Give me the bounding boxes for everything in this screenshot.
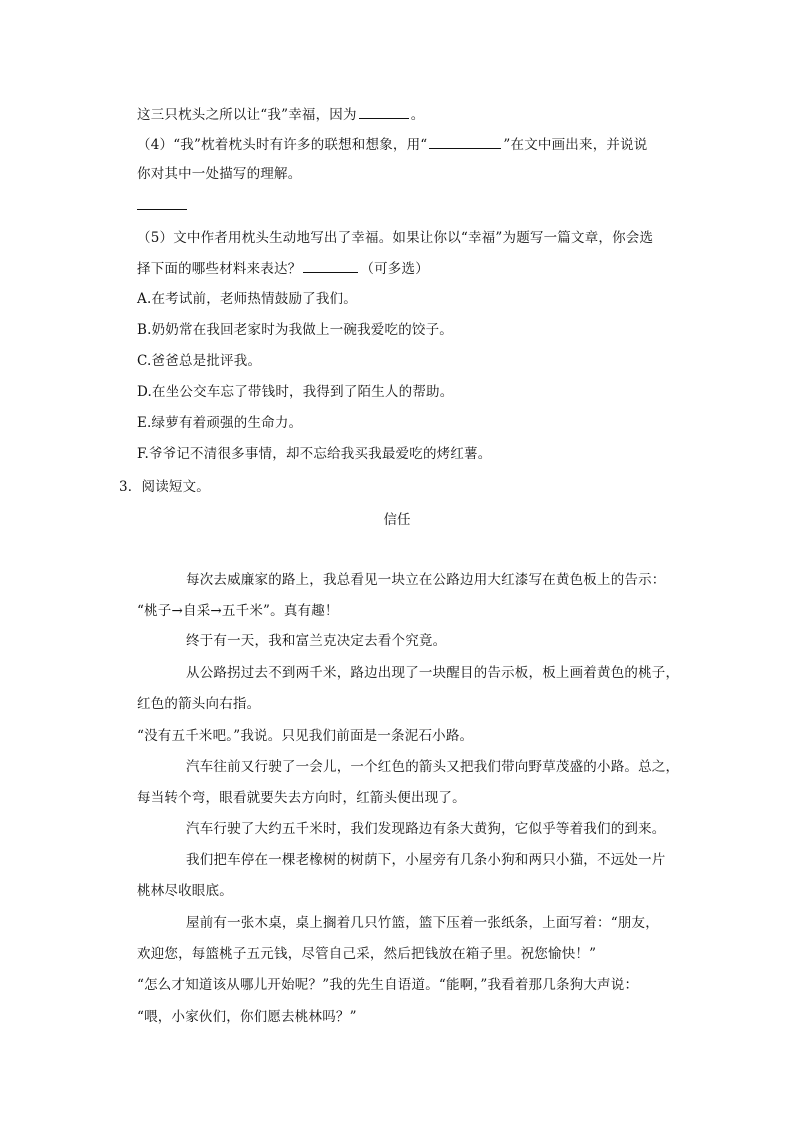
option-b: B.奶奶常在我回老家时为我做上一碗我爱吃的饺子。 bbox=[137, 322, 454, 338]
passage-line: 从公路拐过去不到两千米，路边出现了一块醒目的告示板，板上画着黄色的桃子， bbox=[186, 665, 680, 681]
passage-line: 汽车往前又行驶了一会儿，一个红色的箭头又把我们带向野草茂盛的小路。总之， bbox=[186, 759, 680, 775]
passage-line: “桃子→自采→五千米”。真有趣！ bbox=[137, 603, 339, 619]
passage-line: 桃林尽收眼底。 bbox=[137, 883, 233, 899]
passage-line: 汽车行驶了大约五千米时，我们发现路边有条大黄狗，它似乎等着我们的到来。 bbox=[186, 821, 666, 837]
answer-blank bbox=[303, 258, 358, 273]
underline-mark-sample bbox=[429, 134, 501, 149]
passage-title: 信任 bbox=[383, 512, 411, 528]
question-text: 这三只枕头之所以让“我”幸福，因为 bbox=[137, 107, 357, 123]
passage-line: 每当转个弯，眼看就要失去方向时，红箭头便出现了。 bbox=[137, 790, 466, 806]
question-continuation-line bbox=[137, 104, 697, 125]
passage-line: 终于有一天，我和富兰克决定去看个究竟。 bbox=[186, 633, 447, 649]
answer-blank bbox=[359, 104, 409, 119]
passage-line: “怎么才知道该从哪儿开始呢？”我的先生自语道。“能啊，”我看着那几条狗大声说： bbox=[137, 977, 639, 993]
q4-answer-blank-line bbox=[137, 195, 697, 216]
passage-line: 屋前有一张木桌，桌上搁着几只竹篮，篮下压着一张纸条，上面写着：“朋友， bbox=[186, 915, 659, 931]
passage-line: 红色的箭头向右指。 bbox=[137, 696, 261, 712]
question-3-number: 3．阅读短文。 bbox=[119, 479, 210, 495]
answer-blank bbox=[137, 195, 187, 210]
q4-line-1: （4）“我”枕着枕头时有许多的联想和想象，用“ ”在文中画出来，并说说 bbox=[137, 134, 697, 155]
passage-line: 每次去威廉家的路上，我总看见一块立在公路边用大红漆写在黄色板上的告示： bbox=[186, 572, 666, 588]
passage-line: “没有五千米吧。”我说。只见我们前面是一条泥石小路。 bbox=[137, 728, 474, 744]
passage-line: 我们把车停在一棵老橡树的树荫下，小屋旁有几条小狗和两只小猫，不远处一片 bbox=[186, 852, 666, 868]
option-d: D.在坐公交车忘了带钱时，我得到了陌生人的帮助。 bbox=[137, 384, 454, 400]
option-e: E.绿萝有着顽强的生命力。 bbox=[137, 415, 303, 431]
option-f: F.爷爷记不清很多事情，却不忘给我买我最爱吃的烤红薯。 bbox=[137, 446, 492, 462]
q5-line-2: 择下面的哪些材料来表达？ （可多选） bbox=[137, 258, 697, 279]
passage-line: 欢迎您，每篮桃子五元钱，尽管自己采，然后把钱放在箱子里。祝您愉快！” bbox=[137, 946, 597, 962]
q5-line-1: （5）文中作者用枕头生动地写出了幸福。如果让你以“幸福”为题写一篇文章，你会选 bbox=[137, 230, 654, 246]
option-a: A.在考试前，老师热情鼓励了我们。 bbox=[137, 291, 357, 307]
q4-line-2: 你对其中一处描写的理解。 bbox=[137, 166, 302, 182]
period: 。 bbox=[410, 107, 425, 123]
option-c: C.爸爸总是批评我。 bbox=[137, 353, 262, 369]
passage-line: “喂，小家伙们，你们愿去桃林吗？” bbox=[137, 1009, 357, 1025]
